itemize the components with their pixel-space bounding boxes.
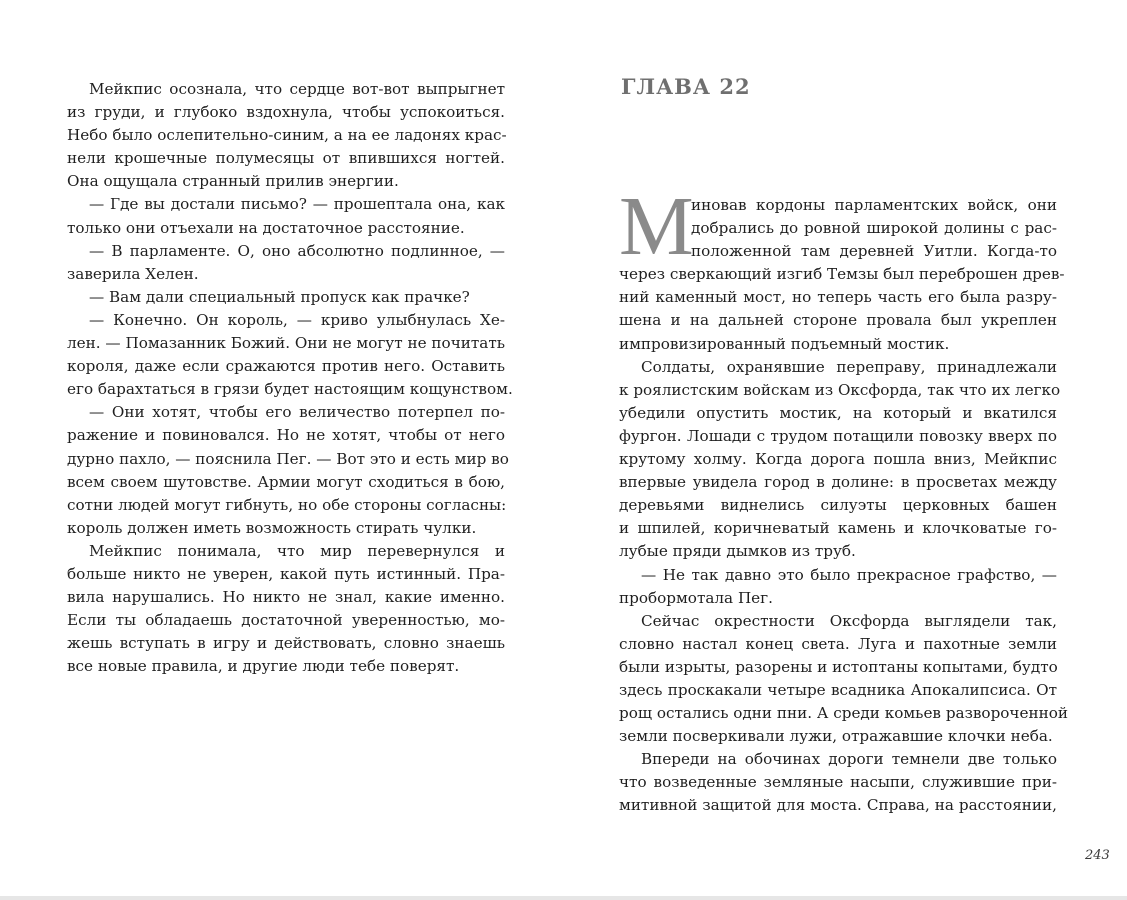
- text-line: заверила Хелен.: [67, 264, 199, 283]
- text-line: крутому холму. Когда дорога пошла вниз, Мейкпис: [619, 450, 1057, 469]
- text-line: короля, даже если сражаются против него. Оставить: [67, 357, 505, 376]
- text-line: Мейкпис понимала, что мир перевернулся и: [89, 541, 505, 560]
- text-line: из груди, и глубоко вздохнула, чтобы успокоиться.: [67, 103, 505, 122]
- text-line: ражение и повиновался. Но не хотят, чтобы от него: [67, 426, 505, 445]
- text-line: Она ощущала странный прилив энергии.: [67, 172, 399, 191]
- text-line: Сейчас окрестности Оксфорда выглядели так,: [641, 611, 1057, 630]
- text-line: фургон. Лошади с трудом потащили повозку вверх по: [619, 426, 1057, 445]
- text-line: иновав кордоны парламентских войск, они: [691, 196, 1057, 214]
- text-line: больше никто не уверен, какой путь истинный. Пра-: [67, 564, 505, 583]
- text-line: нели крошечные полумесяцы от впившихся ногтей.: [67, 149, 505, 168]
- text-line: через сверкающий изгиб Темзы был переброшен древ-: [619, 265, 1065, 284]
- text-line: к роялистским войскам из Оксфорда, так что их легко: [619, 380, 1061, 399]
- chapter-title: ГЛАВА 22: [621, 74, 751, 99]
- text-line: сотни людей могут гибнуть, но обе стороны согласны:: [67, 495, 507, 514]
- text-line: — В парламенте. О, оно абсолютно подлинное, —: [89, 241, 505, 260]
- text-line: — Где вы достали письмо? — прошептала она, как: [89, 195, 505, 214]
- text-line: — Вам дали специальный пропуск как прачке?: [89, 287, 470, 306]
- text-line: лен. — Помазанник Божий. Они не могут не почитать: [67, 334, 505, 353]
- text-line: жешь вступать в игру и действовать, словно знаешь: [67, 634, 505, 653]
- text-line: и шпилей, коричневатый камень и клочковатые го-: [619, 519, 1057, 538]
- text-line: только они отъехали на достаточное расстояние.: [67, 218, 465, 237]
- drop-cap: М: [619, 180, 694, 273]
- text-line: — Конечно. Он король, — криво улыбнулась Хе-: [89, 310, 505, 329]
- text-line: положенной там деревней Уитли. Когда-то: [691, 242, 1057, 261]
- left-page-text: [67, 78, 513, 678]
- text-line: здесь проскакали четыре всадника Апокалипсиса. От: [619, 680, 1057, 699]
- text-line: импровизированный подъемный мостик.: [619, 334, 950, 353]
- text-line: впервые увидела город в долине: в просветах между: [619, 473, 1057, 492]
- page-number: 243: [1085, 848, 1110, 863]
- text-line: земли посверкивали лужи, отражавшие клочки неба.: [619, 727, 1053, 746]
- text-line: лубые пряди дымков из труб.: [619, 542, 856, 561]
- text-line: Мейкпис осознала, что сердце вот-вот выпрыгнет: [89, 80, 505, 98]
- text-line: Солдаты, охранявшие переправу, принадлежали: [641, 357, 1057, 376]
- text-line: добрались до ровной широкой долины с рас-: [691, 219, 1057, 238]
- text-line: король должен иметь возможность стирать чулки.: [67, 518, 477, 537]
- text-line: Если ты обладаешь достаточной уверенностью, мо-: [67, 611, 505, 630]
- text-line: ний каменный мост, но теперь часть его была разру-: [619, 288, 1057, 307]
- text-line: шена и на дальней стороне провала был укреплен: [619, 311, 1057, 330]
- text-line: вила нарушались. Но никто не знал, какие именно.: [67, 588, 505, 607]
- text-line: дурно пахло, — пояснила Пег. — Вот это и есть мир во: [67, 449, 509, 468]
- text-line: были изрыты, разорены и истоптаны копытами, будто: [619, 657, 1058, 676]
- text-line: всем своем шутовстве. Армии могут сходиться в бою,: [67, 472, 505, 491]
- text-line: деревьями виднелись силуэты церковных башен: [619, 496, 1057, 515]
- text-line: все новые правила, и другие люди тебе поверят.: [67, 657, 460, 676]
- text-line: Впереди на обочинах дороги темнели две только: [641, 750, 1057, 769]
- text-line: словно настал конец света. Луга и пахотные земли: [619, 634, 1057, 653]
- text-line: митивной защитой для моста. Справа, на расстоянии,: [619, 796, 1057, 815]
- text-line: — Они хотят, чтобы его величество потерпел по-: [89, 403, 505, 422]
- text-line: рощ остались одни пни. А среди комьев развороченной: [619, 704, 1068, 723]
- text-line: — Не так давно это было прекрасное графство, —: [641, 565, 1057, 584]
- text-line: пробормотала Пег.: [619, 588, 773, 607]
- right-page-text: [619, 194, 1068, 818]
- text-line: Небо было ослепительно-синим, а на ее ладонях крас-: [67, 126, 507, 145]
- text-line: убедили опустить мостик, на который и вкатился: [619, 403, 1057, 422]
- text-line: что возведенные земляные насыпи, служившие при-: [619, 773, 1057, 792]
- page-bottom-rule: [0, 896, 1127, 900]
- text-line: его барахтаться в грязи будет настоящим кощунством.: [67, 380, 513, 399]
